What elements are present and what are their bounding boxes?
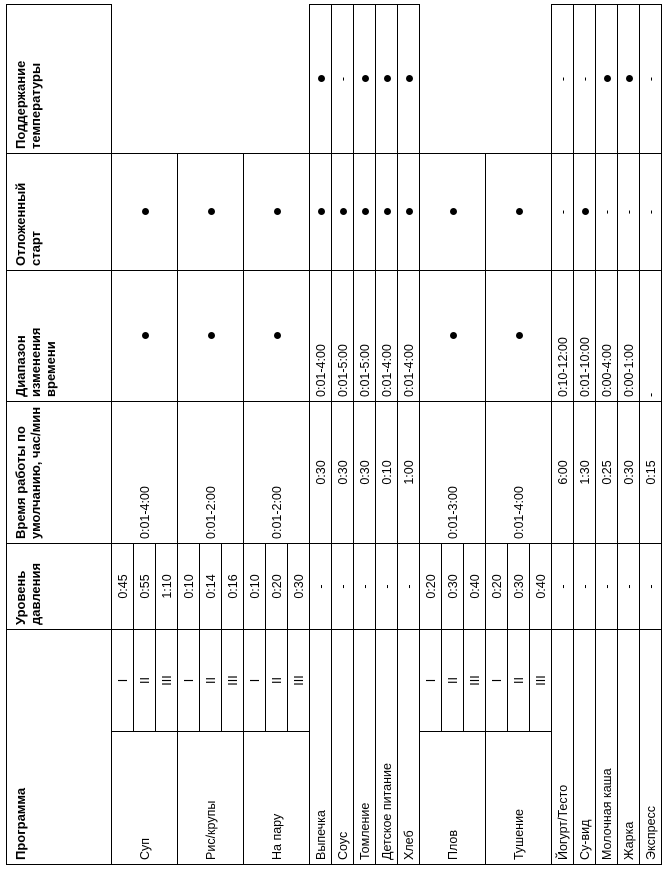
delayed-start: - bbox=[640, 153, 662, 270]
program-name: На пару bbox=[244, 732, 310, 865]
default-time: 0:40 bbox=[530, 543, 552, 629]
program-table-body bbox=[112, 4, 662, 864]
program-name: Детское питание bbox=[376, 629, 398, 864]
default-time: 0:30 bbox=[288, 543, 310, 629]
program-name: Хлеб bbox=[398, 629, 420, 864]
delayed-start bbox=[244, 270, 310, 401]
delayed-start bbox=[112, 270, 178, 401]
header-default-time: Время работы по умолчанию, час/мин bbox=[7, 401, 112, 543]
default-time: 0:40 bbox=[464, 543, 486, 629]
table-row bbox=[310, 4, 332, 864]
pressure-level: III bbox=[464, 629, 486, 731]
program-name: Плов bbox=[420, 732, 486, 865]
delayed-start bbox=[354, 153, 376, 270]
table-row bbox=[354, 4, 376, 864]
table-row bbox=[552, 4, 574, 864]
header-program: Программа bbox=[7, 629, 112, 864]
program-name: Жарка bbox=[618, 629, 640, 864]
time-range: 0:01-3:00 bbox=[420, 401, 486, 543]
table-row bbox=[420, 4, 442, 864]
header-delayed-start: Отложенный старт bbox=[7, 153, 112, 270]
keep-warm-dot-icon bbox=[384, 75, 391, 82]
default-time: 0:30 bbox=[354, 401, 376, 543]
pressure-level: II bbox=[200, 629, 222, 731]
time-range: 0:00-1:00 bbox=[618, 270, 640, 401]
keep-warm-dot-icon bbox=[318, 75, 325, 82]
keep-warm: - bbox=[552, 4, 574, 153]
time-range: 0:01-4:00 bbox=[486, 401, 552, 543]
delayed-start bbox=[398, 153, 420, 270]
header-range: Диапазон изменения времени bbox=[7, 270, 112, 401]
program-name: Тушение bbox=[486, 732, 552, 865]
pressure-level: - bbox=[398, 543, 420, 629]
keep-warm-dot-icon bbox=[142, 208, 149, 215]
delayed-start bbox=[178, 270, 244, 401]
rotated-table-stage bbox=[6, 5, 658, 865]
default-time: 0:14 bbox=[200, 543, 222, 629]
default-time: 0:30 bbox=[332, 401, 354, 543]
keep-warm bbox=[376, 4, 398, 153]
program-name: Экспресс bbox=[640, 629, 662, 864]
pressure-level: - bbox=[354, 543, 376, 629]
pressure-level: I bbox=[178, 629, 200, 731]
pressure-level: - bbox=[596, 543, 618, 629]
keep-warm bbox=[310, 4, 332, 153]
keep-warm-dot-icon bbox=[362, 75, 369, 82]
table-row bbox=[244, 4, 266, 864]
pressure-level: III bbox=[530, 629, 552, 731]
delayed-start bbox=[486, 270, 552, 401]
time-range: - bbox=[640, 270, 662, 401]
delayed-start: - bbox=[596, 153, 618, 270]
table-row bbox=[112, 4, 134, 864]
keep-warm bbox=[420, 153, 486, 270]
time-range: 0:01-2:00 bbox=[178, 401, 244, 543]
delayed-start-dot-icon bbox=[362, 208, 369, 215]
pressure-level: I bbox=[244, 629, 266, 731]
keep-warm-dot-icon bbox=[516, 208, 523, 215]
default-time: 0:30 bbox=[508, 543, 530, 629]
program-table bbox=[6, 4, 662, 865]
time-range: 0:01-10:00 bbox=[574, 270, 596, 401]
program-name: Соус bbox=[332, 629, 354, 864]
time-range: 0:01-5:00 bbox=[354, 270, 376, 401]
pressure-level: III bbox=[156, 629, 178, 731]
delayed-start-dot-icon bbox=[142, 332, 149, 339]
pressure-level: II bbox=[266, 629, 288, 731]
keep-warm bbox=[398, 4, 420, 153]
header-keep-warm: Поддержание температуры bbox=[7, 4, 112, 153]
program-name: Су-вид bbox=[574, 629, 596, 864]
pressure-level: - bbox=[332, 543, 354, 629]
delayed-start-dot-icon bbox=[384, 208, 391, 215]
table-row bbox=[618, 4, 640, 864]
delayed-start-dot-icon bbox=[318, 208, 325, 215]
delayed-start-dot-icon bbox=[582, 208, 589, 215]
time-range: 0:01-4:00 bbox=[398, 270, 420, 401]
table-row bbox=[596, 4, 618, 864]
delayed-start-dot-icon bbox=[406, 208, 413, 215]
pressure-level: - bbox=[574, 543, 596, 629]
delayed-start-dot-icon bbox=[274, 332, 281, 339]
time-range: 0:01-4:00 bbox=[310, 270, 332, 401]
default-time: 0:45 bbox=[112, 543, 134, 629]
pressure-level: I bbox=[420, 629, 442, 731]
default-time: 0:20 bbox=[266, 543, 288, 629]
default-time: 0:25 bbox=[596, 401, 618, 543]
pressure-level: I bbox=[486, 629, 508, 731]
default-time: 1:30 bbox=[574, 401, 596, 543]
keep-warm bbox=[486, 153, 552, 270]
default-time: 0:30 bbox=[310, 401, 332, 543]
keep-warm bbox=[244, 153, 310, 270]
table-row bbox=[640, 4, 662, 864]
pressure-level: - bbox=[310, 543, 332, 629]
program-name: Рис/крупы bbox=[178, 732, 244, 865]
pressure-level: II bbox=[508, 629, 530, 731]
keep-warm-dot-icon bbox=[626, 75, 633, 82]
delayed-start bbox=[574, 153, 596, 270]
table-row bbox=[332, 4, 354, 864]
pressure-level: - bbox=[376, 543, 398, 629]
default-time: 0:20 bbox=[420, 543, 442, 629]
keep-warm bbox=[354, 4, 376, 153]
pressure-level: II bbox=[442, 629, 464, 731]
default-time: 0:30 bbox=[618, 401, 640, 543]
time-range: 0:10-12:00 bbox=[552, 270, 574, 401]
table-row bbox=[178, 4, 200, 864]
default-time: 1:10 bbox=[156, 543, 178, 629]
delayed-start bbox=[332, 153, 354, 270]
header-row bbox=[7, 4, 112, 864]
program-table-frame bbox=[6, 5, 658, 865]
pressure-level: III bbox=[288, 629, 310, 731]
program-name: Йогурт/Тесто bbox=[552, 629, 574, 864]
table-row bbox=[376, 4, 398, 864]
keep-warm-dot-icon bbox=[450, 208, 457, 215]
keep-warm: - bbox=[574, 4, 596, 153]
keep-warm-dot-icon bbox=[604, 75, 611, 82]
time-range: 0:01-5:00 bbox=[332, 270, 354, 401]
pressure-level: I bbox=[112, 629, 134, 731]
pressure-level: - bbox=[618, 543, 640, 629]
delayed-start: - bbox=[552, 153, 574, 270]
delayed-start bbox=[376, 153, 398, 270]
time-range: 0:01-4:00 bbox=[376, 270, 398, 401]
keep-warm bbox=[112, 153, 178, 270]
delayed-start bbox=[310, 153, 332, 270]
delayed-start-dot-icon bbox=[450, 332, 457, 339]
default-time: 0:10 bbox=[178, 543, 200, 629]
time-range: 0:00-4:00 bbox=[596, 270, 618, 401]
default-time: 0:15 bbox=[640, 401, 662, 543]
keep-warm bbox=[178, 153, 244, 270]
table-row bbox=[398, 4, 420, 864]
table-row bbox=[486, 4, 508, 864]
keep-warm: - bbox=[332, 4, 354, 153]
keep-warm-dot-icon bbox=[274, 208, 281, 215]
keep-warm-dot-icon bbox=[406, 75, 413, 82]
default-time: 0:16 bbox=[222, 543, 244, 629]
program-name: Выпечка bbox=[310, 629, 332, 864]
header-pressure: Уровень давления bbox=[7, 543, 112, 629]
delayed-start-dot-icon bbox=[208, 332, 215, 339]
pressure-level: III bbox=[222, 629, 244, 731]
keep-warm bbox=[618, 4, 640, 153]
program-name: Молочная каша bbox=[596, 629, 618, 864]
program-name: Томление bbox=[354, 629, 376, 864]
default-time: 0:55 bbox=[134, 543, 156, 629]
time-range: 0:01-4:00 bbox=[112, 401, 178, 543]
program-name: Суп bbox=[112, 732, 178, 865]
default-time: 1:00 bbox=[398, 401, 420, 543]
default-time: 0:20 bbox=[486, 543, 508, 629]
default-time: 0:10 bbox=[244, 543, 266, 629]
keep-warm-dot-icon bbox=[208, 208, 215, 215]
pressure-level: - bbox=[552, 543, 574, 629]
time-range: 0:01-2:00 bbox=[244, 401, 310, 543]
delayed-start bbox=[420, 270, 486, 401]
pressure-level: - bbox=[640, 543, 662, 629]
default-time: 0:30 bbox=[442, 543, 464, 629]
delayed-start-dot-icon bbox=[340, 208, 347, 215]
keep-warm bbox=[596, 4, 618, 153]
keep-warm: - bbox=[640, 4, 662, 153]
pressure-level: II bbox=[134, 629, 156, 731]
delayed-start-dot-icon bbox=[516, 332, 523, 339]
default-time: 6:00 bbox=[552, 401, 574, 543]
default-time: 0:10 bbox=[376, 401, 398, 543]
table-row bbox=[574, 4, 596, 864]
delayed-start: - bbox=[618, 153, 640, 270]
